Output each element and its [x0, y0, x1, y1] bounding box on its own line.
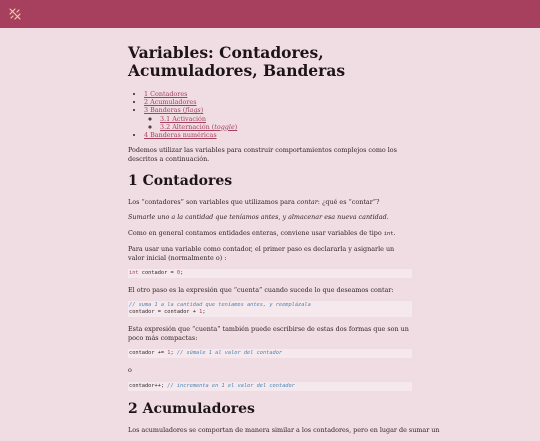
- paragraph: Los acumuladores se comportan de manera similar a los contadores, pero en lugar de sumar un: [128, 425, 440, 434]
- paragraph: Esta expresión que “cuenta” también puede escribirse de estas dos formas que son un poco más compactas:: [128, 325, 409, 342]
- toc-link-banderas[interactable]: [144, 106, 203, 114]
- toc-item: [144, 106, 412, 131]
- toc-link-contadores[interactable]: 1 Contadores: [144, 90, 188, 98]
- code-keyword: int: [129, 270, 139, 277]
- text: Como en general contamos entidades enteras, conviene usar variables de tipo: [128, 228, 384, 237]
- code-text: contador = contador +: [129, 309, 200, 316]
- emphasis: Sumarle uno a la cantidad que teníamos antes: [128, 213, 279, 222]
- inline-code: int: [383, 230, 394, 237]
- code-text: ;: [202, 309, 206, 316]
- code-text: ;: [180, 270, 184, 277]
- code-block: [128, 269, 412, 278]
- paragraph: [128, 198, 412, 206]
- text: Los “contadores” son variables que utilizamos para: [128, 198, 297, 207]
- intro-paragraph: Podemos utilizar las variables para construir comportamientos complejos como los descritos a continuación.: [128, 146, 397, 163]
- section-heading-acumuladores: 2 Acumuladores: [128, 400, 255, 417]
- paragraph: Para usar una variable como contador, el primer paso es declararla y asignarle un valor inicial (normalmente o) :: [128, 245, 395, 262]
- top-bar: [0, 0, 540, 28]
- toc-item: [144, 98, 412, 106]
- toc-item: [144, 90, 412, 98]
- code-text: contador =: [138, 270, 177, 277]
- code-block: [128, 382, 412, 391]
- code-text: contador++;: [129, 382, 168, 389]
- toc-item: [160, 115, 412, 123]
- toc-emphasis: flags: [185, 106, 201, 115]
- emphasis: .: [386, 213, 389, 222]
- toc-link-activacion[interactable]: 3.1 Activación: [160, 114, 207, 123]
- toc-item: [160, 123, 412, 131]
- paragraph: El otro paso es la expresión que “cuenta” cuando sucede lo que deseamos contar:: [128, 286, 394, 295]
- toc-text: 3 Banderas (: [144, 106, 186, 115]
- code-comment: // súmale 1 al valor del contador: [176, 350, 283, 357]
- paragraph-or: o: [128, 366, 132, 375]
- main-content: [128, 40, 440, 441]
- emphasis: esa nueva cantidad: [324, 213, 387, 222]
- code-block: [128, 349, 412, 358]
- toc-link-banderas-numericas[interactable]: 4 Banderas numéricas: [144, 131, 217, 140]
- toc-sublist: [144, 115, 412, 131]
- text: : ¿qué es “contar”?: [317, 198, 380, 207]
- toc-text: ): [234, 122, 238, 131]
- paragraph: [128, 213, 412, 221]
- toc-link-acumuladores[interactable]: 2 Acumuladores: [144, 98, 197, 107]
- code-number: 0: [176, 270, 181, 277]
- toc-text: ): [200, 106, 204, 115]
- toc-item: [144, 131, 412, 139]
- table-of-contents: [128, 90, 412, 139]
- logo-icon[interactable]: [8, 7, 22, 21]
- paragraph: [128, 229, 412, 238]
- code-comment: // incrementa en 1 el valor del contador: [167, 382, 295, 389]
- text: .: [393, 228, 396, 237]
- emphasis: contar: [296, 198, 318, 207]
- code-comment: // suma 1 a la cantidad que teníamos antes, y reemplázala: [129, 302, 311, 309]
- toc-emphasis: toggle: [214, 122, 235, 131]
- toc-text: 3.2 Alternación (: [160, 122, 215, 131]
- code-number: 1: [167, 350, 171, 357]
- code-text: ;: [170, 350, 177, 357]
- code-text: contador +=: [129, 350, 168, 357]
- code-block: [128, 301, 412, 317]
- section-heading-contadores: 1 Contadores: [128, 173, 233, 190]
- page-title: Variables: Contadores, Acumuladores, Banderas: [128, 43, 346, 80]
- emphasis: , y almacenar: [278, 213, 325, 222]
- toc-link-alternacion[interactable]: [160, 123, 237, 131]
- code-number: 1: [199, 309, 203, 316]
